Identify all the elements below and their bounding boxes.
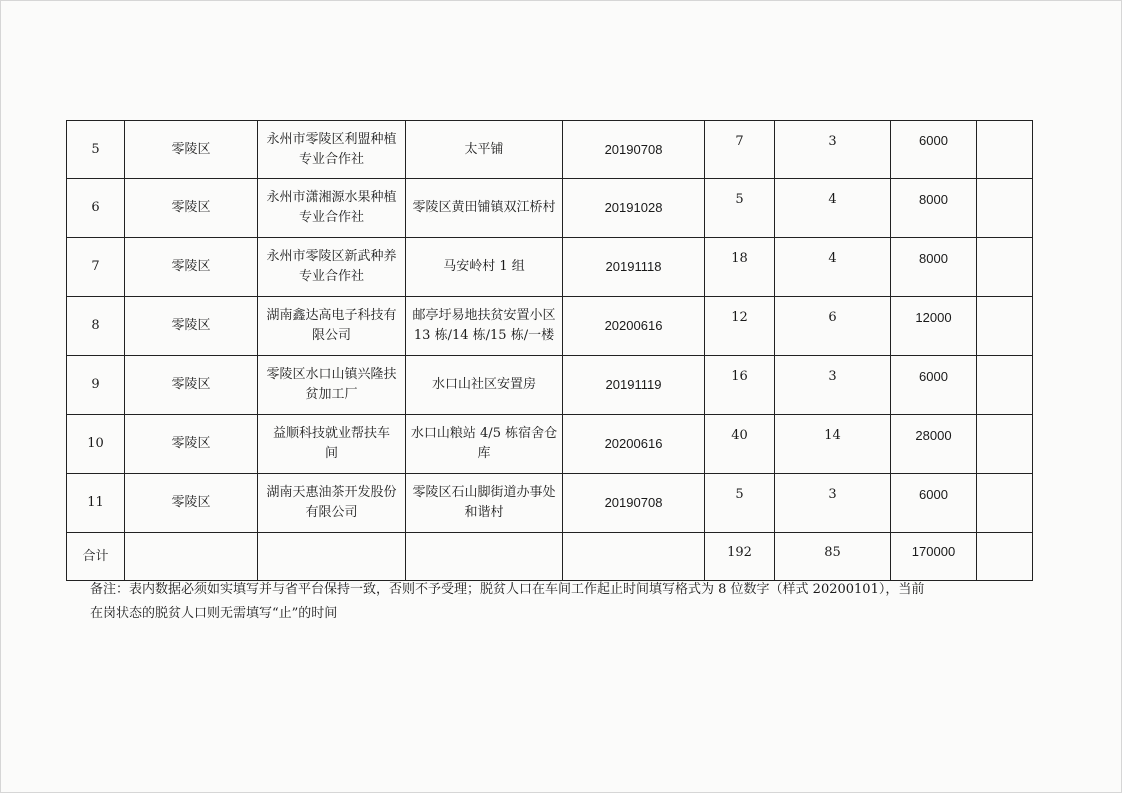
- row-total-people: 12: [705, 297, 775, 356]
- table-row: [67, 297, 1033, 356]
- row-total-people: 5: [705, 474, 775, 533]
- row-total-people: 40: [705, 415, 775, 474]
- row-region: 零陵区: [125, 356, 258, 415]
- row-poor-people: 4: [775, 179, 891, 238]
- table-row: [67, 474, 1033, 533]
- row-seq: 10: [67, 415, 125, 474]
- totals-label: 合计: [67, 533, 125, 581]
- totals-amount: 170000: [891, 533, 977, 581]
- row-date: 20200616: [563, 415, 705, 474]
- row-date: 20191028: [563, 179, 705, 238]
- row-poor-people: 3: [775, 356, 891, 415]
- row-location: [406, 179, 563, 238]
- location-line: 零陵区黄田铺镇双江桥村: [412, 200, 556, 215]
- location-line: 水口山社区安置房: [431, 377, 536, 392]
- footnote: [90, 578, 1040, 626]
- row-extra: [977, 297, 1033, 356]
- row-region: 零陵区: [125, 415, 258, 474]
- totals-row: [67, 533, 1033, 581]
- company-line: 益顺科技就业帮扶车: [272, 426, 390, 441]
- row-company: [258, 297, 406, 356]
- row-extra: [977, 356, 1033, 415]
- table-row: [67, 238, 1033, 297]
- row-seq: 7: [67, 238, 125, 297]
- totals-empty: [258, 533, 406, 581]
- row-poor-people: 3: [775, 474, 891, 533]
- location-line: 13 栋/14 栋/15 栋/一楼: [413, 328, 555, 343]
- company-line: 永州市潇湘源水果种植: [266, 190, 397, 205]
- row-total-people: 5: [705, 179, 775, 238]
- row-seq: 9: [67, 356, 125, 415]
- totals-empty: [406, 533, 563, 581]
- footnote-line: 备注：表内数据必须如实填写并与省平台保持一致，否则不予受理；脱贫人口在车间工作起止时间填写格式为 8 位数字（样式 20200101），当前: [90, 582, 925, 597]
- table-row: [67, 179, 1033, 238]
- row-region: 零陵区: [125, 238, 258, 297]
- row-poor-people: 3: [775, 121, 891, 179]
- location-line: 水口山粮站 4/5 栋宿舍仓库: [410, 426, 558, 461]
- totals-empty: [563, 533, 705, 581]
- totals-poor-people: 85: [775, 533, 891, 581]
- company-line: 有限公司: [305, 505, 358, 520]
- company-line: 限公司: [311, 328, 351, 343]
- row-date: 20190708: [563, 474, 705, 533]
- row-region: 零陵区: [125, 297, 258, 356]
- location-line: 和谐村: [464, 505, 504, 520]
- location-line: 零陵区石山脚街道办事处: [412, 485, 556, 500]
- row-extra: [977, 238, 1033, 297]
- row-seq: 6: [67, 179, 125, 238]
- row-extra: [977, 121, 1033, 179]
- row-date: 20191118: [563, 238, 705, 297]
- row-extra: [977, 474, 1033, 533]
- row-region: 零陵区: [125, 121, 258, 179]
- row-company: [258, 356, 406, 415]
- row-poor-people: 6: [775, 297, 891, 356]
- location-line: 马安岭村 1 组: [443, 259, 525, 274]
- row-amount: 8000: [891, 179, 977, 238]
- row-total-people: 16: [705, 356, 775, 415]
- row-location: [406, 356, 563, 415]
- company-line: 零陵区水口山镇兴隆扶: [266, 367, 397, 382]
- company-line: 永州市零陵区新武种养: [266, 249, 397, 264]
- row-location: [406, 474, 563, 533]
- location-line: 太平铺: [464, 141, 504, 157]
- footnote-line: 在岗状态的脱贫人口则无需填写“止”的时间: [90, 606, 338, 621]
- row-date: 20200616: [563, 297, 705, 356]
- row-region: 零陵区: [125, 474, 258, 533]
- company-line: 湖南鑫达高电子科技有: [266, 308, 397, 323]
- row-amount: 6000: [891, 356, 977, 415]
- row-extra: [977, 415, 1033, 474]
- row-company: [258, 474, 406, 533]
- row-seq: 11: [67, 474, 125, 533]
- totals-extra: [977, 533, 1033, 581]
- table-row: [67, 121, 1033, 179]
- row-date: 20191119: [563, 356, 705, 415]
- workshop-table: [66, 120, 1033, 581]
- company-line: 专业合作社: [298, 210, 364, 225]
- row-amount: 28000: [891, 415, 977, 474]
- row-extra: [977, 179, 1033, 238]
- table-row: [67, 415, 1033, 474]
- location-line: 邮亭圩易地扶贫安置小区: [412, 308, 556, 323]
- row-company: [258, 238, 406, 297]
- row-poor-people: 4: [775, 238, 891, 297]
- row-date: 20190708: [563, 121, 705, 179]
- totals-empty: [125, 533, 258, 581]
- company-line: 间: [324, 446, 338, 461]
- row-company: [258, 121, 406, 179]
- totals-total-people: 192: [705, 533, 775, 581]
- row-location: [406, 238, 563, 297]
- row-location: [406, 297, 563, 356]
- company-line: 永州市零陵区利盟种植: [266, 131, 397, 147]
- row-amount: 6000: [891, 474, 977, 533]
- table-body: [67, 121, 1033, 581]
- row-amount: 12000: [891, 297, 977, 356]
- company-line: 湖南天惠油茶开发股份: [266, 485, 397, 500]
- company-line: 贫加工厂: [305, 387, 358, 402]
- row-seq: 8: [67, 297, 125, 356]
- row-total-people: 18: [705, 238, 775, 297]
- row-company: [258, 179, 406, 238]
- company-line: 专业合作社: [298, 269, 364, 284]
- table-row: [67, 356, 1033, 415]
- row-company: [258, 415, 406, 474]
- row-location: [406, 415, 563, 474]
- company-line: 专业合作社: [298, 151, 364, 167]
- row-amount: 6000: [891, 121, 977, 179]
- row-poor-people: 14: [775, 415, 891, 474]
- row-location: [406, 121, 563, 179]
- row-region: 零陵区: [125, 179, 258, 238]
- row-total-people: 7: [705, 121, 775, 179]
- row-seq: 5: [67, 121, 125, 179]
- row-amount: 8000: [891, 238, 977, 297]
